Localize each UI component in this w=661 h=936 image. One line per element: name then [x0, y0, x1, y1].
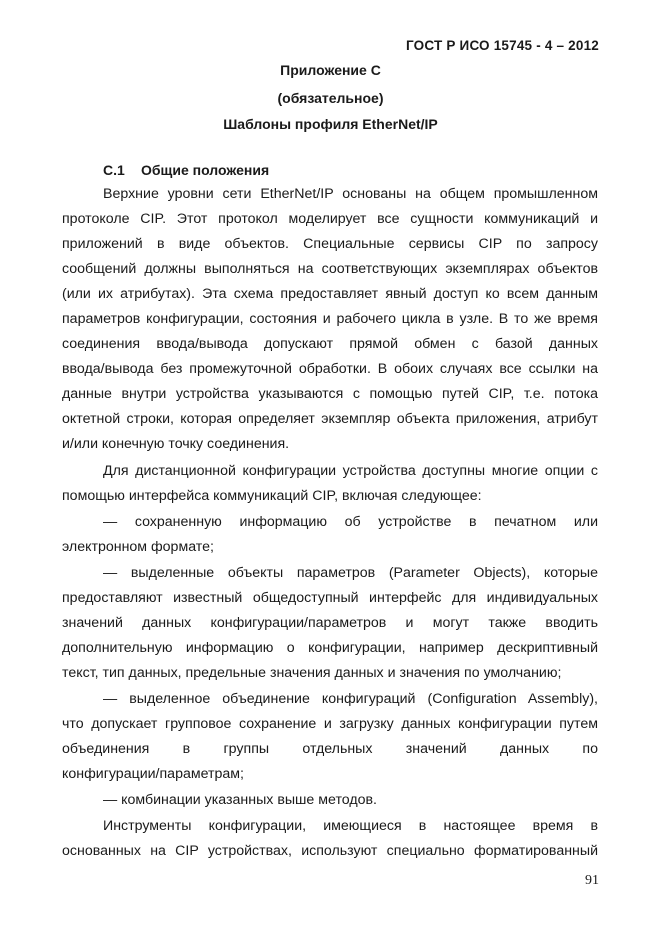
text-line: приложений в виде объектов. Специальные сервисы CIP по запросу — [62, 236, 598, 252]
text-line: данные внутри устройства указываются с помощью путей CIP, т.е. потока — [62, 386, 598, 402]
annex-status: (обязательное) — [277, 90, 384, 106]
annex-title: Приложение С — [280, 62, 381, 78]
text-line: и/или конечную точку соединения. — [62, 436, 290, 452]
text-line: дополнительную информацию о конфигурации, например дескриптивный — [62, 640, 598, 656]
page-number: 91 — [585, 873, 599, 888]
text-line: текст, тип данных, предельные значения данных и значения по умолчанию; — [62, 665, 562, 681]
text-line: соединения ввода/вывода допускают прямой обмен с базой данных — [62, 336, 598, 352]
text-line: Инструменты конфигурации, имеющиеся в настоящее время в — [103, 818, 598, 834]
text-line: — выделенные объекты параметров (Parameter Objects), которые — [103, 565, 598, 581]
text-line: значений данных конфигурации/параметров и могут также вводить — [62, 615, 598, 631]
text-line: октетной строки, которая определяет экземпляр объекта приложения, атрибут — [62, 411, 598, 427]
section-number: С.1 — [103, 162, 125, 178]
text-line: помощью интерфейса коммуникаций CIP, включая следующее: — [62, 488, 482, 504]
text-line: Верхние уровни сети EtherNet/IP основаны на общем промышленном — [103, 186, 598, 202]
text-line: объединения в группы отдельных значений данных по — [62, 741, 598, 757]
text-line: Для дистанционной конфигурации устройства доступны многие опции с — [103, 463, 598, 479]
text-line: параметров конфигурации, состояния и рабочего цикла в узле. В то же время — [62, 311, 598, 327]
annex-name: Шаблоны профиля EtherNet/IP — [223, 116, 438, 132]
text-line: сообщений должны выполняться на соответствующих экземплярах объектов — [62, 261, 598, 277]
text-line: — сохраненную информацию об устройстве в печатном или — [103, 514, 598, 530]
text-line: (или их атрибутах). Эта схема предоставляет явный доступ ко всем данным — [62, 286, 598, 302]
text-line: — выделенное объединение конфигураций (Configuration Assembly), — [103, 691, 598, 707]
text-line: протоколе CIP. Этот протокол моделирует все сущности коммуникаций и — [62, 211, 598, 227]
text-line: основанных на CIP устройствах, используют специально форматированный — [62, 843, 598, 859]
text-line: — комбинации указанных выше методов. — [103, 792, 378, 808]
text-line: конфигурации/параметрам; — [62, 766, 244, 782]
text-line: электронном формате; — [62, 539, 214, 555]
text-line: что допускает групповое сохранение и загрузку данных конфигурации путем — [62, 716, 598, 732]
section-title: Общие положения — [141, 162, 270, 178]
text-line: предоставляют известный общедоступный интерфейс для индивидуальных — [62, 590, 598, 606]
text-line: ввода/вывода без промежуточной обработки. В обоих случаях все ссылки на — [62, 361, 598, 377]
standard-designation: ГОСТ Р ИСО 15745 - 4 – 2012 — [406, 38, 599, 53]
